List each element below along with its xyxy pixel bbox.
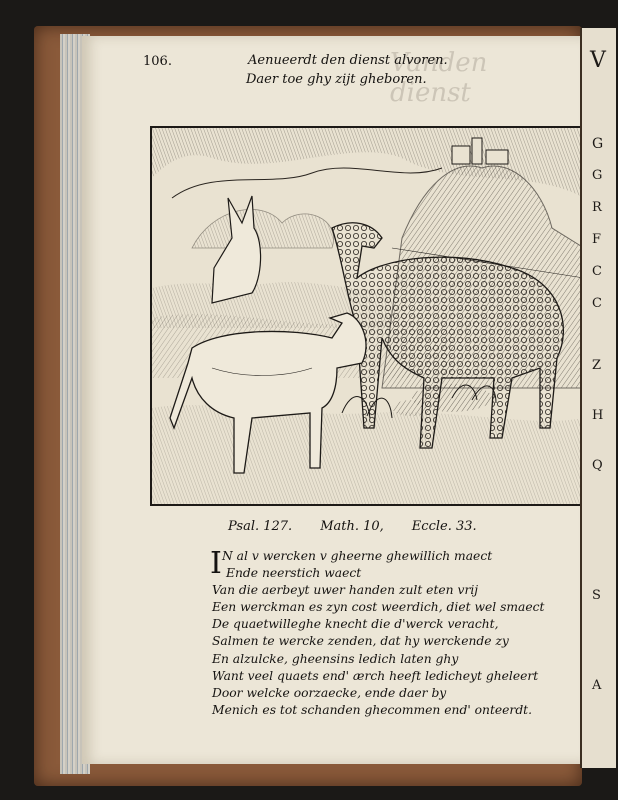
poem-line: Door welcke oorzaecke, ende daer by bbox=[212, 685, 447, 700]
facing-page-letter: C bbox=[592, 264, 602, 279]
facing-page-letter: Q bbox=[592, 458, 603, 473]
poem-line: Van die aerbeyt uwer handen zult eten vrij bbox=[212, 583, 479, 598]
facing-page-letter: V bbox=[590, 48, 606, 73]
engraving-illustration bbox=[150, 126, 586, 506]
reference-matthew: Math. 10, bbox=[320, 519, 384, 534]
reference-psalm: Psal. 127. bbox=[228, 519, 293, 534]
poem-line: Salmen te wercke zenden, dat hy werckende zy bbox=[212, 634, 509, 649]
standing-donkey-icon bbox=[212, 196, 261, 303]
poem-line: En alzulcke, gheensins ledich laten ghy bbox=[212, 651, 459, 666]
facing-page-letter: S bbox=[592, 588, 601, 603]
facing-page-letter: A bbox=[592, 678, 602, 693]
poem-line: Ende neerstich waect bbox=[226, 566, 362, 581]
poem-line: Want veel quaets end' ærch heeft ledicheyt gheleert bbox=[212, 668, 539, 683]
scripture-references bbox=[228, 519, 548, 534]
poem-line: Menich es tot schanden ghecommen end' onteerdt. bbox=[212, 702, 533, 717]
facing-page-letter: H bbox=[592, 408, 604, 423]
page-number: 106. bbox=[143, 54, 172, 69]
facing-page-letter: C bbox=[592, 296, 602, 311]
facing-page-letter: F bbox=[592, 232, 602, 247]
poem-line: N al v wercken v gheerne ghewillich maect bbox=[222, 549, 493, 563]
facing-page-edge bbox=[580, 28, 616, 768]
facing-page-letter: Z bbox=[592, 358, 602, 373]
poem-text bbox=[210, 546, 545, 719]
page-header-line-1: Aenueerdt den dienst alvoren. bbox=[248, 53, 448, 68]
page-header-line-2: Daer toe ghy zijt gheboren. bbox=[246, 72, 427, 87]
poem-line: Een werckman es zyn cost weerdich, diet wel smaect bbox=[212, 600, 545, 615]
poem-line: De quaetwilleghe knecht die d'werck veracht, bbox=[212, 617, 499, 632]
reference-ecclesiasticus: Eccle. 33. bbox=[411, 519, 477, 534]
drop-cap: I bbox=[210, 546, 222, 581]
facing-page-letter: R bbox=[592, 200, 602, 215]
facing-page-letter: G bbox=[592, 136, 604, 152]
bleed-through-text: Vanden dienst bbox=[390, 48, 488, 108]
facing-page-letter: G bbox=[592, 168, 603, 183]
